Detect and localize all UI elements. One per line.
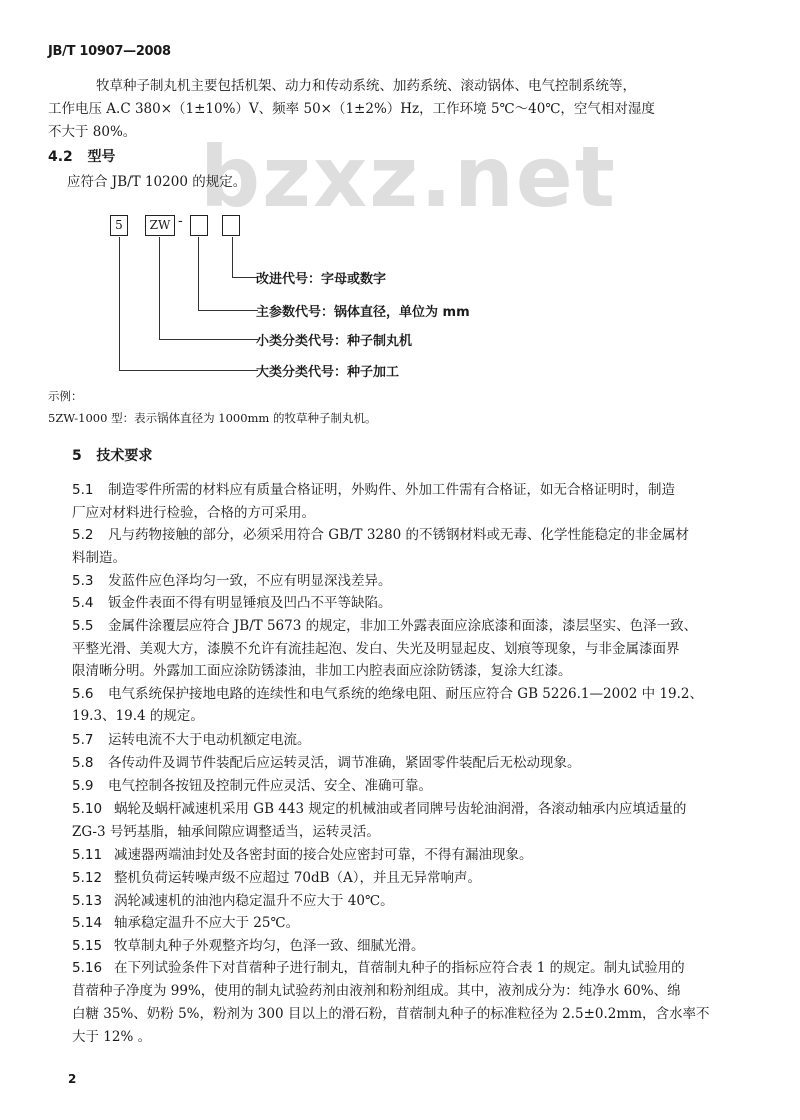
clause-number: 5.8 — [72, 755, 94, 771]
clause-5-1 — [72, 480, 675, 500]
connector-line — [119, 370, 258, 371]
connector-line — [119, 237, 120, 370]
label-category-code: 大类分类代号：种子加工 — [256, 365, 400, 380]
clause-number: 5.10 — [72, 801, 103, 817]
clause-number: 5.7 — [72, 732, 94, 748]
clause-text: 蜗轮及蜗杆减速机采用 GB 443 规定的机械油或者同牌号齿轮油润滑，各滚动轴承内应填适量的 — [114, 801, 687, 817]
clause-number: 5.2 — [72, 527, 94, 543]
clause-5-10-cont: ZG-3 号钙基脂，轴承间隙应调整适当，运转灵活。 — [72, 824, 380, 840]
clause-number: 5.16 — [72, 960, 103, 976]
clause-text: 运转电流不大于电动机额定电流。 — [108, 732, 311, 748]
clause-text: 各传动件及调节件装配后应运转灵活，调节准确，紧固零件装配后无松动现象。 — [108, 755, 581, 771]
clause-text: 金属件涂覆层应符合 JB/T 5673 的规定，非加工外露表面应涂底漆和面漆，漆层坚实、色泽一致、 — [108, 618, 698, 634]
example-text: 5ZW-1000 型：表示锅体直径为 1000mm 的牧草种子制丸机。 — [48, 411, 377, 425]
clause-number: 5.15 — [72, 938, 103, 954]
clause-text: 钣金件表面不得有明显锤痕及凹凸不平等缺陷。 — [108, 595, 392, 611]
label-main-param-code: 主参数代号：锅体直径，单位为 mm — [256, 305, 470, 320]
label-subcategory-code: 小类分类代号：种子制丸机 — [256, 334, 413, 349]
clause-number: 5.14 — [72, 915, 103, 931]
clause-text: 电气控制各按钮及控制元件应灵活、安全、准确可靠。 — [108, 778, 432, 794]
clause-text: 电气系统保护接地电路的连续性和电气系统的绝缘电阻、耐压应符合 GB 5226.1—2002 中 19.2、 — [108, 686, 704, 702]
clause-number: 5.11 — [72, 847, 103, 863]
clause-number: 5.1 — [72, 482, 94, 498]
section-title: 技术要求 — [96, 448, 153, 464]
clause-5-2-cont: 料制造。 — [72, 550, 126, 566]
clause-5-2 — [72, 525, 689, 545]
clause-5-11 — [72, 845, 533, 865]
intro-line: 不大于 80%。 — [48, 124, 137, 140]
page-number: 2 — [68, 1072, 77, 1086]
section-4-2-body: 应符合 JB/T 10200 的规定。 — [67, 174, 247, 190]
clause-5-5 — [72, 616, 697, 636]
connector-line — [198, 237, 199, 310]
label-improvement-code: 改进代号：字母或数字 — [256, 272, 387, 287]
connector-line — [159, 339, 258, 340]
connector-line — [198, 310, 258, 311]
clause-text: 在下列试验条件下对苜蓿种子进行制丸，苜蓿制丸种子的指标应符合表 1 的规定。制丸试验用的 — [114, 960, 685, 976]
clause-5-9 — [72, 776, 432, 796]
clause-5-7 — [72, 730, 311, 750]
clause-5-13 — [72, 891, 394, 911]
code-box-subcategory: ZW — [145, 215, 175, 236]
clause-number: 5.5 — [72, 618, 94, 634]
clause-5-8 — [72, 753, 581, 773]
clause-number: 5.9 — [72, 778, 94, 794]
clause-5-5-cont: 平整光滑、美观大方，漆膜不允许有流挂起泡、发白、失光及明显起皮、划痕等现象，与非金属漆面界 — [72, 641, 680, 657]
clause-5-3 — [72, 571, 392, 591]
clause-5-6 — [72, 684, 703, 704]
clause-5-16-cont: 苜蓿种子净度为 99%，使用的制丸试验药剂由液剂和粉剂组成。其中，液剂成分为：纯净水 60%、绵 — [72, 983, 681, 999]
clause-number: 5.4 — [72, 595, 94, 611]
clause-5-14 — [72, 913, 299, 933]
clause-5-10 — [72, 799, 686, 819]
clause-text: 整机负荷运转噪声级不应超过 70dB（A），并且无异常响声。 — [114, 870, 482, 886]
clause-number: 5.13 — [72, 893, 103, 909]
clause-number: 5.6 — [72, 686, 94, 702]
intro-line: 工作电压 A.C 380×（1±10%）V、频率 50×（1±2%）Hz，工作环境 5℃～40℃，空气相对湿度 — [48, 101, 655, 117]
section-5-heading — [72, 446, 152, 466]
clause-text: 凡与药物接触的部分，必须采用符合 GB/T 3280 的不锈钢材料或无毒、化学性能稳定的非金属材 — [108, 527, 689, 543]
intro-line: 牧草种子制丸机主要包括机架、动力和传动系统、加药系统、滚动锅体、电气控制系统等， — [96, 78, 636, 94]
connector-line — [232, 277, 258, 278]
connector-line — [159, 237, 160, 339]
clause-number: 5.12 — [72, 870, 103, 886]
clause-text: 轴承稳定温升不应大于 25℃。 — [114, 915, 300, 931]
section-4-2-heading — [48, 147, 115, 167]
section-number: 5 — [72, 448, 82, 464]
clause-text: 涡轮减速机的油池内稳定温升不应大于 40℃。 — [114, 893, 394, 909]
clause-5-15 — [72, 936, 425, 956]
clause-5-12 — [72, 868, 481, 888]
clause-5-1-cont: 厂应对材料进行检验，合格的方可采用。 — [72, 505, 315, 521]
example-title: 示例： — [48, 389, 83, 403]
code-box-main-param — [190, 215, 208, 236]
document-code-header: JB/T 10907—2008 — [48, 44, 171, 59]
connector-line — [232, 237, 233, 277]
clause-5-5-cont: 限清晰分明。外露加工面应涂防锈漆油，非加工内腔表面应涂防锈漆，复涂大红漆。 — [72, 663, 572, 679]
clause-5-16-cont: 大于 12% 。 — [72, 1029, 152, 1045]
clause-5-4 — [72, 593, 392, 613]
clause-text: 牧草制丸种子外观整齐均匀，色泽一致、细腻光滑。 — [114, 938, 425, 954]
section-number: 4.2 — [48, 149, 73, 165]
clause-number: 5.3 — [72, 573, 94, 589]
watermark: bzxz.net — [200, 128, 617, 226]
clause-text: 制造零件所需的材料应有质量合格证明，外购件、外加工件需有合格证，如无合格证明时，制造 — [108, 482, 675, 498]
code-box-category: 5 — [110, 215, 128, 236]
code-dash: - — [178, 213, 183, 229]
clause-5-6-cont: 19.3、19.4 的规定。 — [72, 708, 204, 724]
clause-text: 减速器两端油封处及各密封面的接合处应密封可靠，不得有漏油现象。 — [114, 847, 533, 863]
section-title: 型号 — [87, 149, 116, 165]
clause-5-16 — [72, 958, 685, 978]
clause-5-16-cont: 白糖 35%、奶粉 5%，粉剂为 300 目以上的滑石粉，苜蓿制丸种子的标准粒径为 2.5±0.2mm，含水率不 — [72, 1006, 710, 1022]
code-box-improvement — [222, 215, 240, 236]
clause-text: 发蓝件应色泽均匀一致，不应有明显深浅差异。 — [108, 573, 392, 589]
